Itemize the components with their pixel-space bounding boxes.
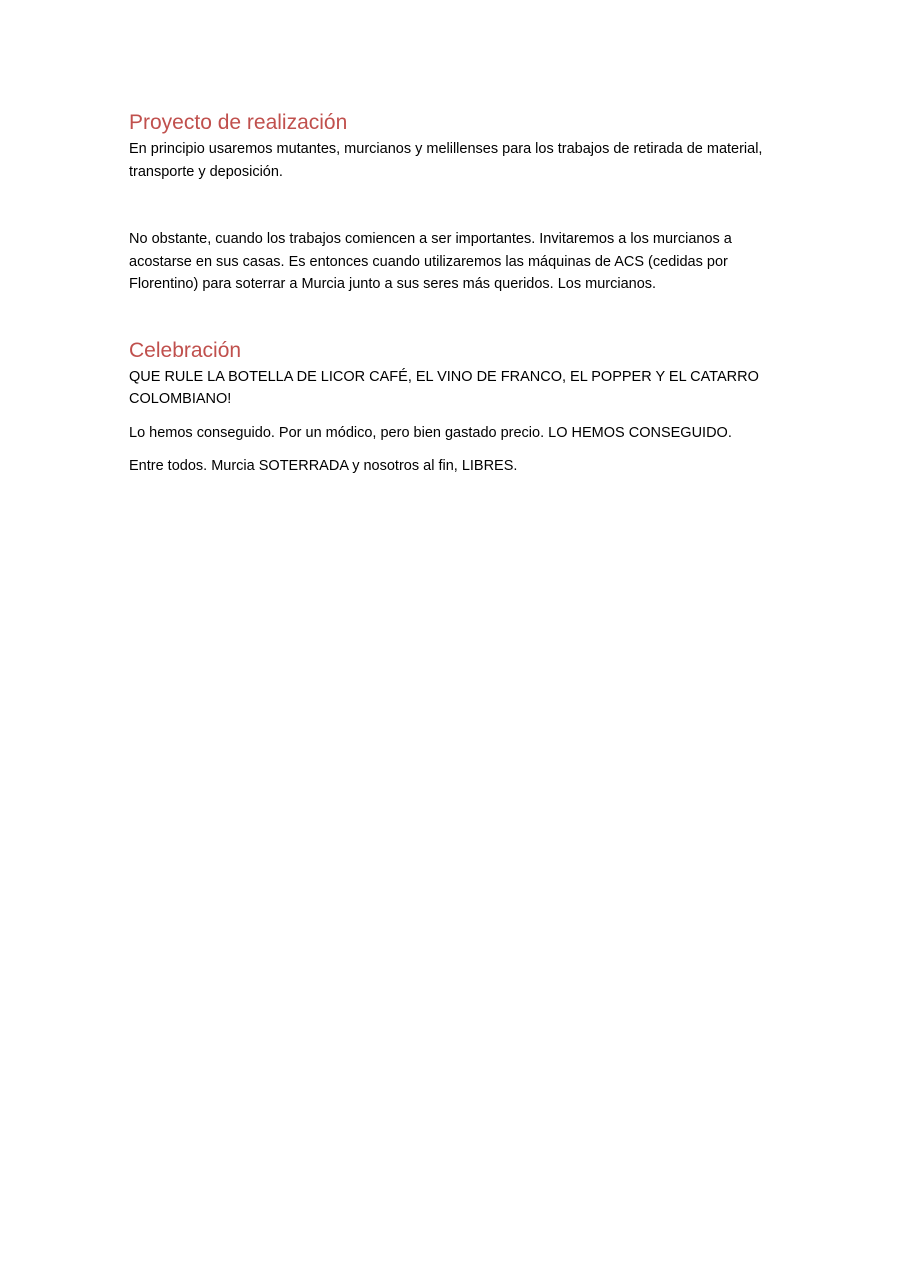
paragraph: Entre todos. Murcia SOTERRADA y nosotros al fin, LIBRES. [129,458,518,474]
section-heading-celebracion: Celebración [129,338,242,362]
section-heading-proyecto: Proyecto de realización [129,111,348,134]
document-body [129,108,779,478]
paragraph: QUE RULE LA BOTELLA DE LICOR CAFÉ, EL VINO DE FRANCO, EL POPPER Y EL CATARRO COLOMBIANO! [129,368,759,407]
paragraph: En principio usaremos mutantes, murcianos y melillenses para los trabajos de retirada de material, transporte y deposición. [129,141,763,180]
paragraph: Lo hemos conseguido. Por un módico, pero bien gastado precio. LO HEMOS CONSEGUIDO. [129,424,732,441]
paragraph: No obstante, cuando los trabajos comiencen a ser importantes. Invitaremos a los murcianos a acostarse en sus casas. Es entonces cuando utilizaremos las máquinas de ACS (cedidas por Florentino) para soterrar a Murcia junto a sus seres más queridos. Los murcianos. [129,231,732,292]
